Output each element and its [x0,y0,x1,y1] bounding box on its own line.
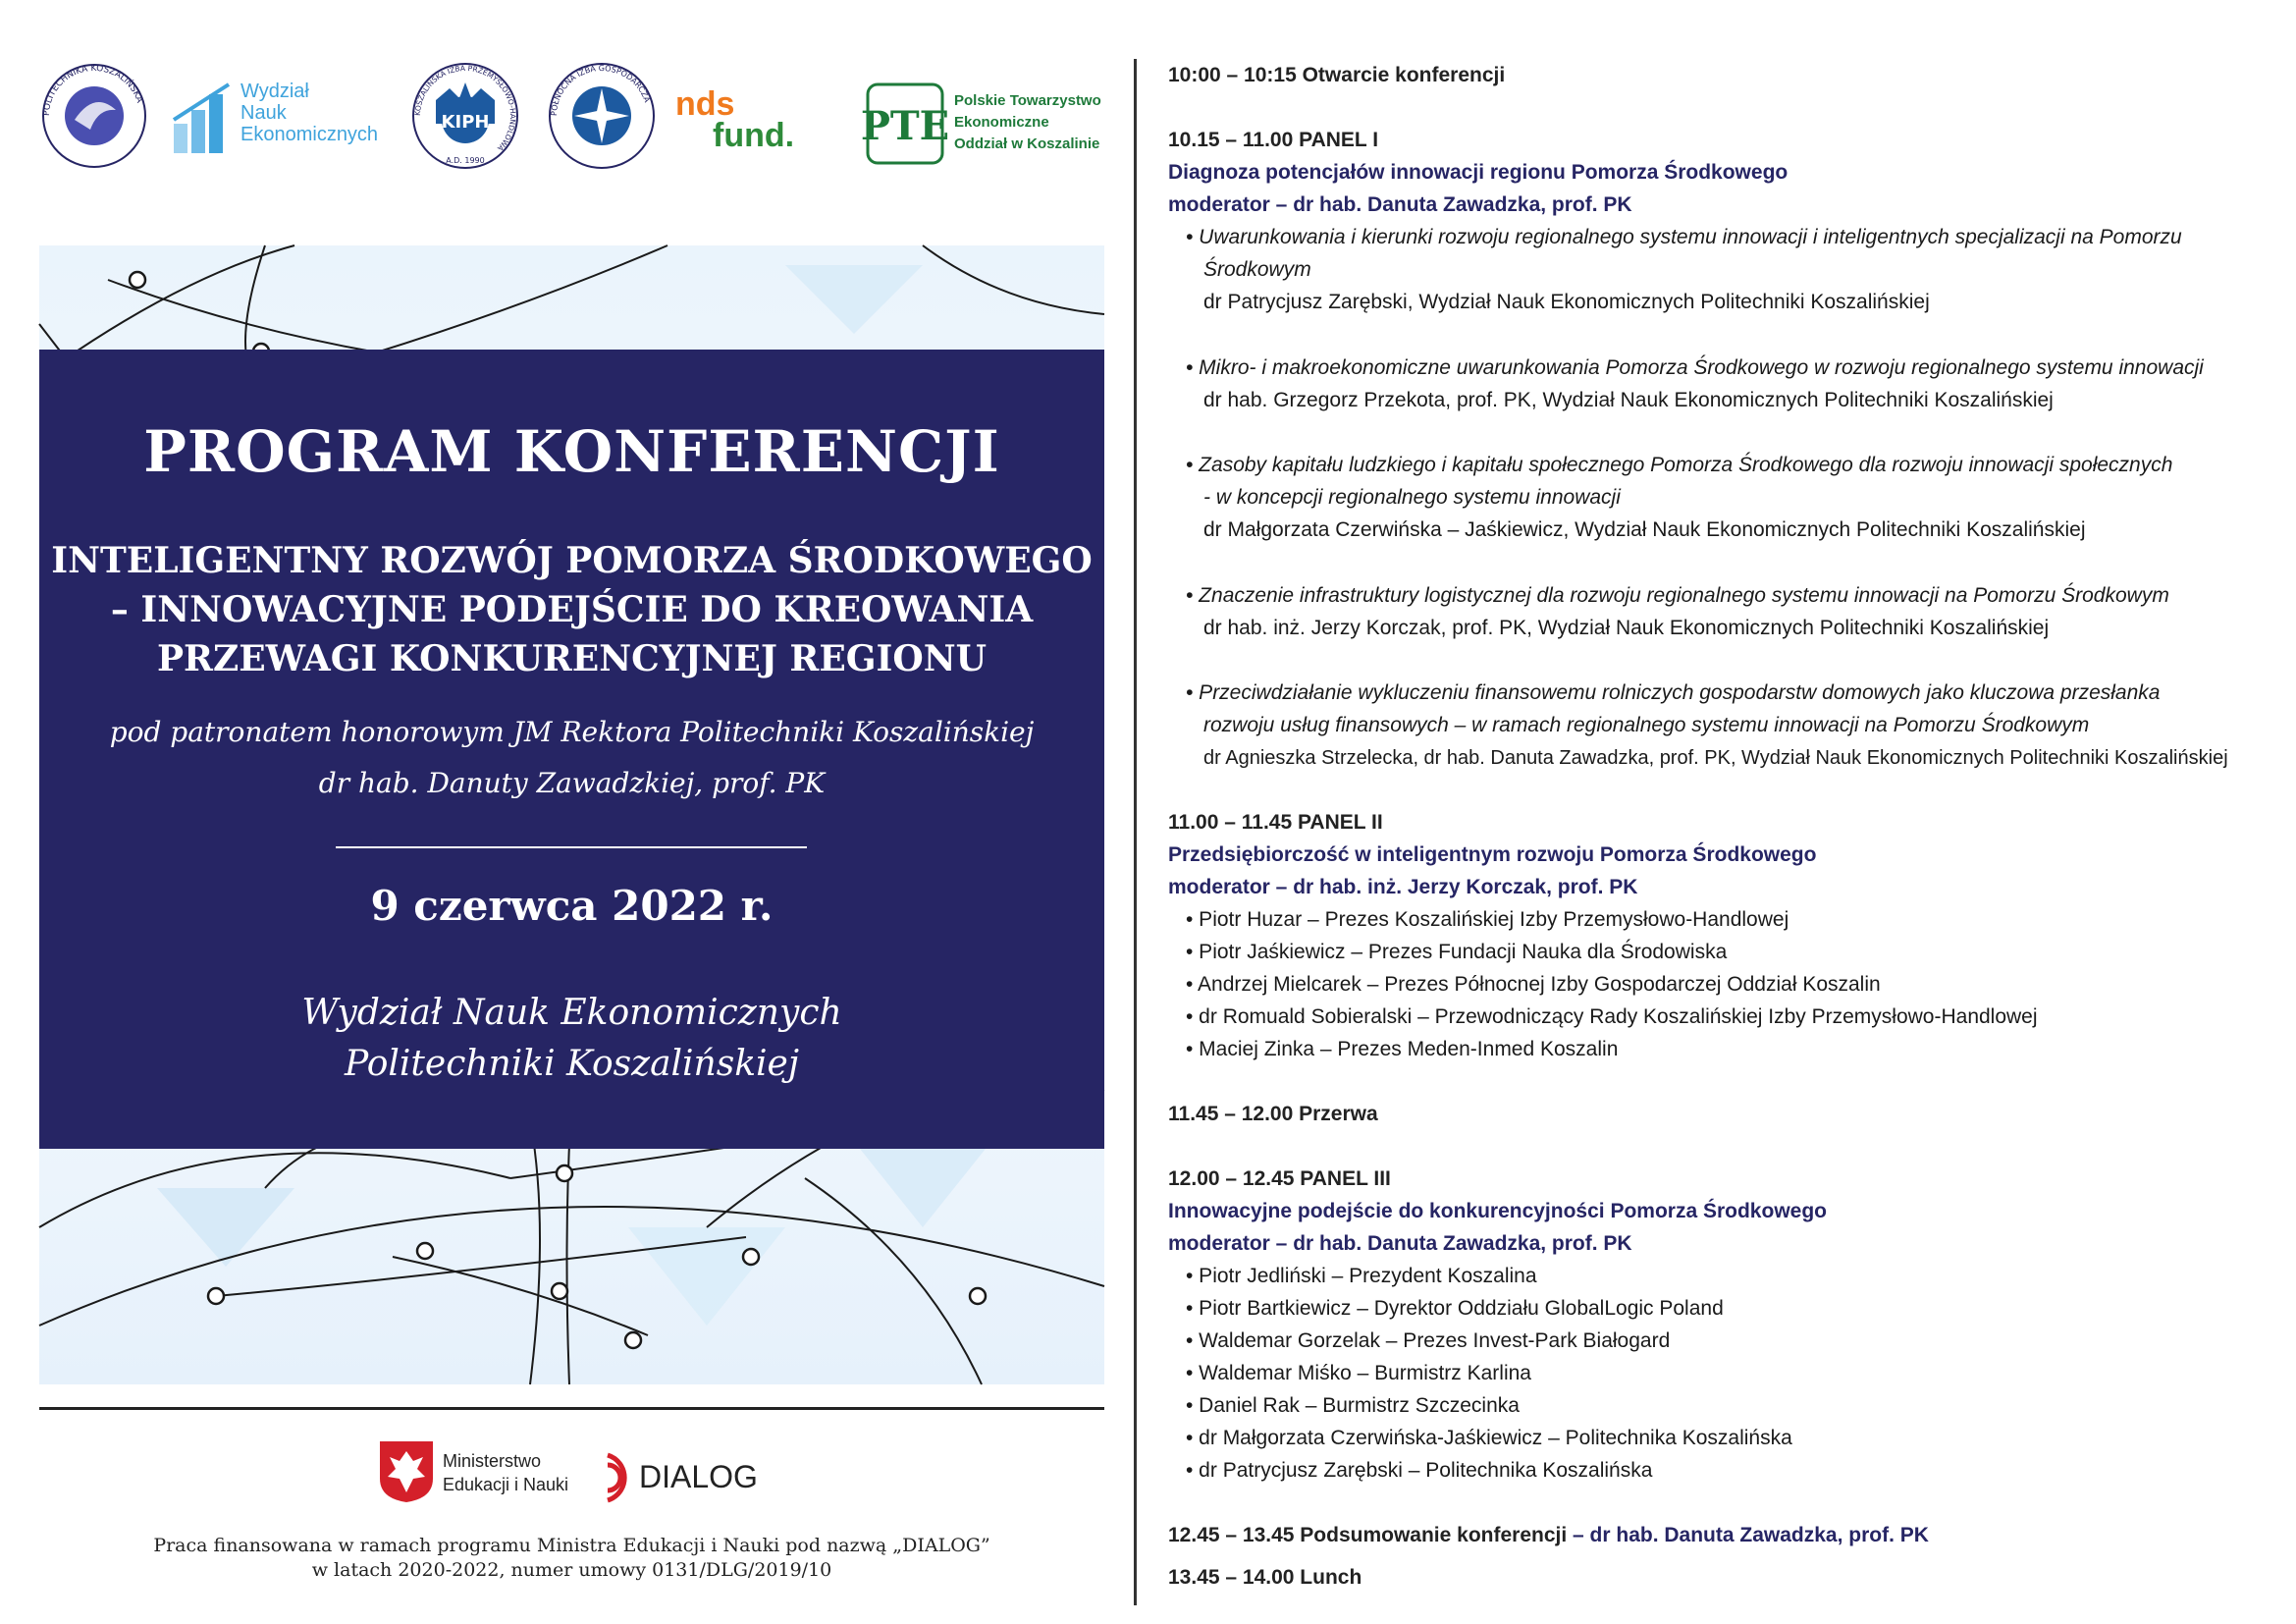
pte-logo: PTE Polskie Towarzystwo Ekonomiczne Oddział w Koszalinie [866,82,1101,165]
list-item: • Waldemar Miśko – Burmistrz Karlina [1186,1362,1531,1384]
funding-note: Praca finansowana w ramach programu Ministra Edukacji i Nauki pod nazwą „DIALOG” w latach 2020-2022, numer umowy 0131/DLG/2019/10 [153,1535,990,1581]
svg-text:PÓŁNOCNA IZBA GOSPODARCZA: PÓŁNOCNA IZBA GOSPODARCZA [549,63,652,117]
talk-title: • Zasoby kapitału ludzkiego i kapitału społecznego Pomorza Środkowego dla rozwoju innowacji społecznych [1186,454,2173,476]
list-item: • Daniel Rak – Burmistrz Szczecinka [1186,1394,1520,1417]
opening-slot: 10:00 – 10:15 Otwarcie konferencji [1168,64,1506,86]
panel3-moderator: moderator – dr hab. Danuta Zawadzka, prof. PK [1168,1232,1632,1255]
kiph-logo [410,61,520,171]
svg-text:POLITECHNIKA KOSZALIŃSKA: POLITECHNIKA KOSZALIŃSKA [41,63,144,117]
svg-text:KOSZALIŃSKA IZBA PRZEMYSŁOWO-H: KOSZALIŃSKA IZBA PRZEMYSŁOWO-HANDLOWA [412,63,518,153]
panel2-moderator: moderator – dr hab. inż. Jerzy Korczak, prof. PK [1168,876,1638,898]
column-divider [1134,59,1137,1605]
panel1-topic: Diagnoza potencjałów innowacji regionu Pomorza Środkowego [1168,161,1789,184]
talk-title: • Znaczenie infrastruktury logistycznej dla rozwoju regionalnego systemu innowacji na Pomorzu Środkowym [1186,584,2169,607]
talk-speaker: dr Agnieszka Strzelecka, dr hab. Danuta Zawadzka, prof. PK, Wydział Nauk Ekonomicznych Politechniki Koszalińskiej [1203,747,2228,769]
talk-speaker: dr hab. inż. Jerzy Korczak, prof. PK, Wydział Nauk Ekonomicznych Politechniki Koszalińskiej [1203,617,2050,639]
svg-text:PTE: PTE [860,103,950,149]
list-item: • dr Patrycjusz Zarębski – Politechnika Koszalińska [1186,1459,1653,1482]
talk-title: Środkowym [1203,258,1311,281]
panel1-moderator: moderator – dr hab. Danuta Zawadzka, prof. PK [1168,193,1632,216]
footer-divider [39,1407,1104,1410]
panel1-time: 10.15 – 11.00 PANEL I [1168,129,1379,151]
conference-subtitle: INTELIGENTNY ROZWÓJ POMORZA ŚRODKOWEGO – INNOWACYJNE PODEJŚCIE DO KREOWANIA PRZEWAGI KONKURENCYJNEJ REGIONU [51,540,1093,679]
page-title: PROGRAM KONFERENCJI [143,418,1000,485]
svg-text:KIPH: KIPH [441,112,490,133]
svg-text:A.D. 1990: A.D. 1990 [446,156,485,165]
panel3-time: 12.00 – 12.45 PANEL III [1168,1167,1391,1190]
talk-title: rozwoju usług finansowych – w ramach regionalnego systemu innowacji na Pomorzu Środkowym [1203,714,2090,736]
partner-logos [39,61,1099,189]
pig-logo [547,61,657,171]
lunch-slot: 13.45 – 14.00 Lunch [1168,1566,1362,1589]
talk-title: • Przeciwdziałanie wykluczeniu finansowemu rolniczych gospodarstw domowych jako kluczowa przesłanka [1186,681,2161,704]
list-item: • Waldemar Gorzelak – Prezes Invest-Park Białogard [1186,1329,1671,1352]
talk-speaker: dr Patrycjusz Zarębski, Wydział Nauk Ekonomicznych Politechniki Koszalińskiej [1203,291,1930,313]
talk-speaker: dr hab. Grzegorz Przekota, prof. PK, Wydział Nauk Ekonomicznych Politechniki Koszalińskiej [1203,389,2054,411]
summary-slot [1168,1523,1929,1548]
patronage: pod patronatem honorowym JM Rektora Politechniki Koszalińskiej dr hab. Danuty Zawadzkiej, prof. PK [109,716,1035,799]
summary-by: – dr hab. Danuta Zawadzka, prof. PK [1567,1524,1929,1546]
nds-fund-logo: nds fund. [675,85,795,154]
list-item: • Piotr Jaśkiewicz – Prezes Fundacji Nauka dla Środowiska [1186,941,1728,963]
conference-venue: Wydział Nauk Ekonomicznych Politechniki Koszalińskiej [301,993,842,1084]
summary-time: 12.45 – 13.45 Podsumowanie konferencji [1168,1524,1568,1546]
talk-title: - w koncepcji regionalnego systemu innowacji [1203,486,1621,509]
divider [336,846,807,848]
politechnika-logo [39,61,149,171]
talk-title: • Mikro- i makroekonomiczne uwarunkowania Pomorza Środkowego w rozwoju regionalnego systemu innowacji [1186,356,2204,379]
panel2-topic: Przedsiębiorczość w inteligentnym rozwoju Pomorza Środkowego [1168,843,1817,866]
panel3-topic: Innowacyjne podejście do konkurencyjności Pomorza Środkowego [1168,1200,1827,1222]
conference-date: 9 czerwca 2022 r. [370,882,774,930]
panel2-time: 11.00 – 11.45 PANEL II [1168,811,1383,834]
list-item: • dr Romuald Sobieralski – Przewodniczący Rady Koszalińskiej Izby Przemysłowo-Handlowej [1186,1005,2038,1028]
list-item: • Piotr Bartkiewicz – Dyrektor Oddziału GlobalLogic Poland [1186,1297,1724,1320]
wydzial-logo: Wydział Nauk Ekonomicznych [172,81,398,159]
talk-title: • Uwarunkowania i kierunki rozwoju regionalnego systemu innowacji i inteligentnych specjalizacji na Pomorzu [1186,226,2182,248]
title-panel [39,350,1104,1149]
list-item: • Piotr Jedliński – Prezydent Koszalina [1186,1265,1537,1287]
break-slot: 11.45 – 12.00 Przerwa [1168,1103,1378,1125]
list-item: • Piotr Huzar – Prezes Koszalińskiej Izby Przemysłowo-Handlowej [1186,908,1789,931]
talk-speaker: dr Małgorzata Czerwińska – Jaśkiewicz, Wydział Nauk Ekonomicznych Politechniki Koszalińskiej [1203,518,2086,541]
list-item: • Maciej Zinka – Prezes Meden-Inmed Koszalin [1186,1038,1619,1060]
list-item: • Andrzej Mielcarek – Prezes Północnej Izby Gospodarczej Oddział Koszalin [1186,973,1881,996]
list-item: • dr Małgorzata Czerwińska-Jaśkiewicz – Politechnika Koszalińska [1186,1427,1792,1449]
